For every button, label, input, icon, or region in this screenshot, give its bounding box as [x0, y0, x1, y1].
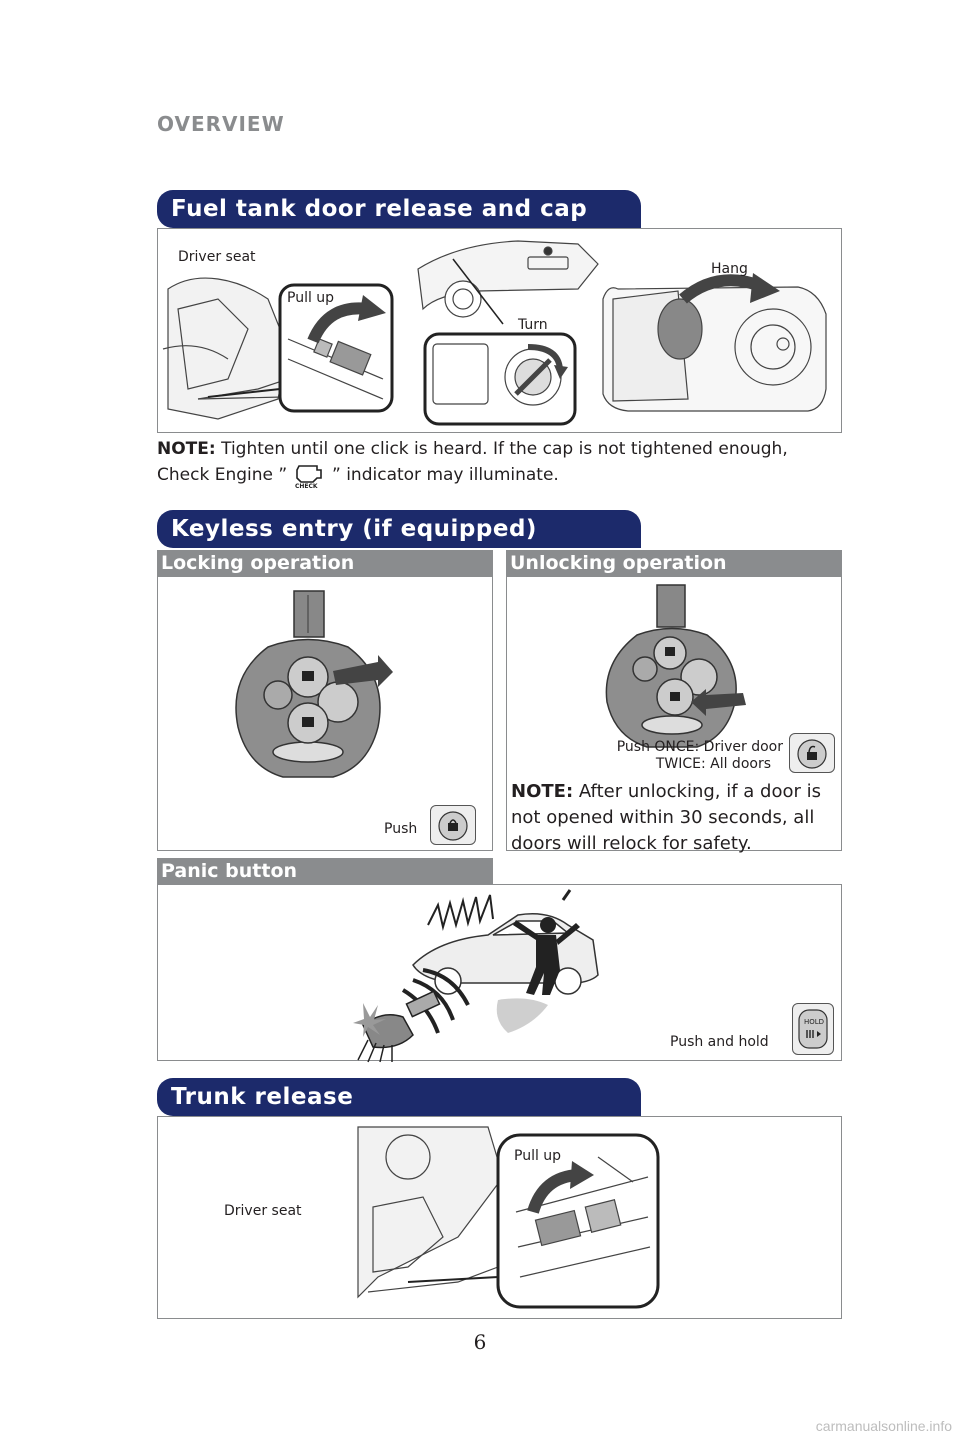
fuel-driver-seat-label: Driver seat: [178, 249, 256, 265]
panic-car-illustration: [413, 914, 598, 994]
driver-seat-illustration: [163, 278, 288, 419]
fuel-door-hang-illustration: [603, 287, 826, 411]
fuel-section-title: Fuel tank door release and cap: [157, 190, 641, 228]
svg-text:HOLD: HOLD: [804, 1018, 825, 1026]
footer-watermark: carmanualsonline.info: [815, 1418, 952, 1434]
unlocking-panel: [506, 576, 842, 854]
unlock-note-line2: not opened within 30 seconds, all: [511, 807, 815, 828]
svg-text:CHECK: CHECK: [294, 483, 318, 490]
trunk-driver-seat-label: Driver seat: [224, 1203, 302, 1219]
fuel-pull-up-label: Pull up: [287, 290, 335, 306]
page-number: 6: [473, 1330, 487, 1354]
fuel-illustrations: [158, 229, 843, 434]
fuel-note-line2-b: ” indicator may illuminate.: [332, 465, 559, 485]
twice-label: TWICE: All doors: [655, 756, 771, 772]
locking-push-label: Push: [384, 821, 418, 837]
fuel-cap-callout: [425, 334, 575, 424]
fuel-illustration-panel: [157, 228, 842, 433]
locking-panel: [157, 576, 493, 851]
fuel-note-line2-a: Check Engine ”: [157, 465, 288, 485]
panic-button-title: Panic button: [157, 858, 493, 884]
trunk-driver-seat-illustration: [358, 1127, 503, 1297]
fuel-turn-label: Turn: [518, 317, 548, 333]
locking-operation-title: Locking operation: [157, 550, 493, 576]
keyless-section-title: Keyless entry (if equipped): [157, 510, 641, 548]
trunk-pull-up-label: Pull up: [514, 1148, 562, 1164]
fuel-note-line1: Tighten until one click is heard. If the cap is not tightened enough,: [221, 439, 788, 459]
check-engine-icon: [293, 462, 327, 488]
unlock-note-line1: After unlocking, if a door is: [578, 781, 822, 802]
unlock-instructions: [593, 739, 783, 773]
panic-push-and-hold-label: Push and hold: [670, 1034, 769, 1050]
trunk-panel: [157, 1116, 842, 1319]
unlock-button-icon: [789, 733, 835, 773]
unlock-note: [511, 779, 841, 857]
push-once-label: Push ONCE: Driver door: [616, 739, 783, 755]
fuel-hang-label: Hang: [711, 261, 748, 277]
page-header: OVERVIEW: [157, 112, 285, 136]
panic-panel: [157, 884, 842, 1061]
car-rear-illustration: [418, 241, 598, 317]
fuel-note-label: NOTE:: [157, 439, 216, 459]
panic-hold-button-icon: [792, 1003, 834, 1055]
trunk-section-title: Trunk release: [157, 1078, 641, 1116]
fuel-note: [157, 436, 847, 488]
unlock-note-line3: doors will relock for safety.: [511, 833, 752, 854]
lock-button-icon: [430, 805, 476, 845]
unlocking-operation-title: Unlocking operation: [506, 550, 842, 576]
unlock-note-label: NOTE:: [511, 781, 574, 802]
